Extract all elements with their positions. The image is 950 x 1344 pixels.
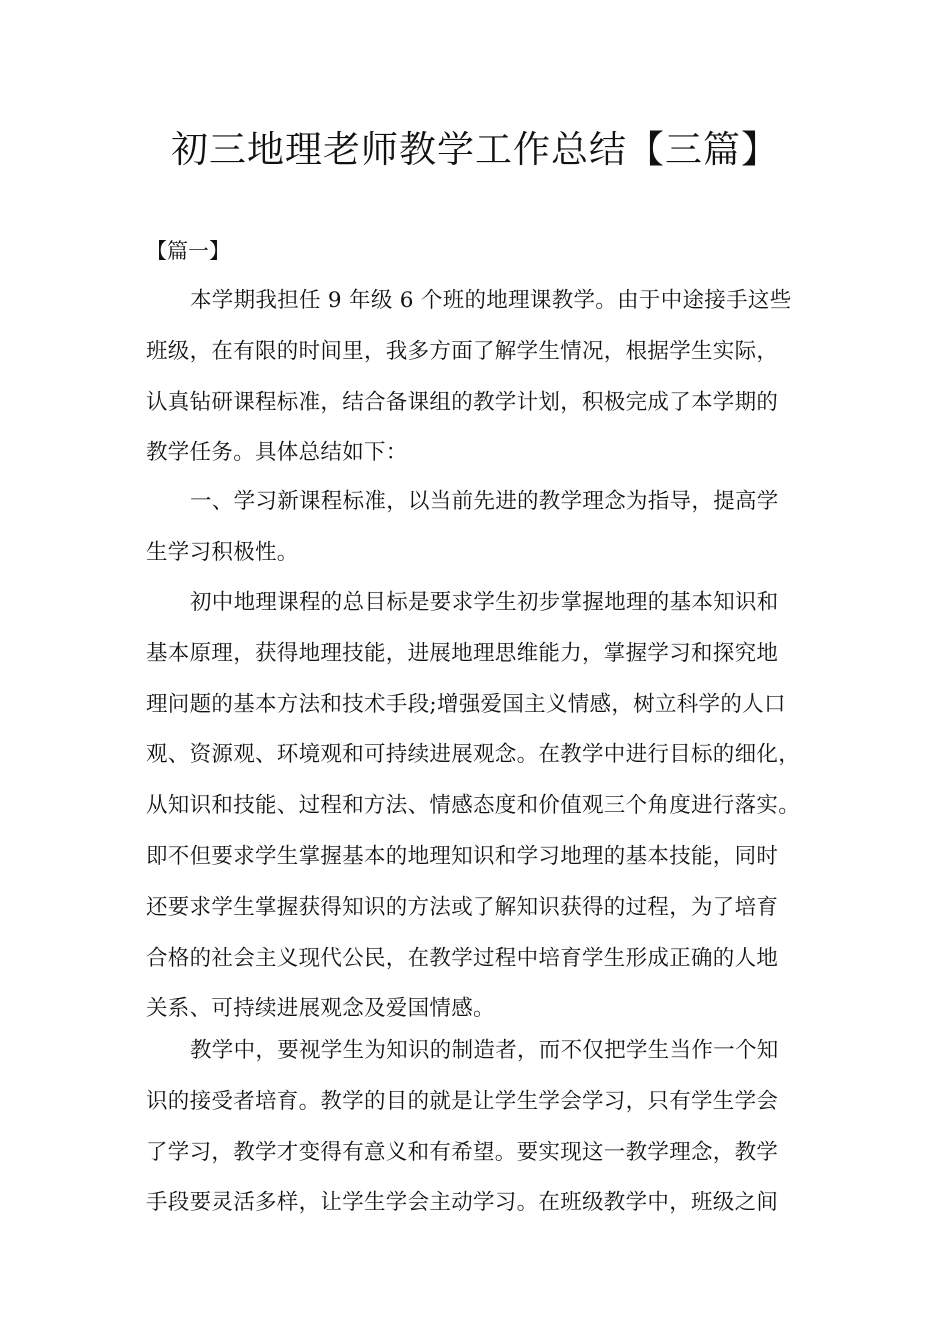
text-line: 初中地理课程的总目标是要求学生初步掌握地理的基本知识和 bbox=[190, 590, 779, 615]
text-line: 关系、可持续进展观念及爱国情感。 bbox=[146, 996, 495, 1022]
text-line: 了学习，教学才变得有意义和有希望。要实现这一教学理念，教学 bbox=[146, 1139, 779, 1165]
text-line: 识的接受者培育。教学的目的就是让学生学会学习，只有学生学会 bbox=[146, 1088, 779, 1114]
text-line: 基本原理，获得地理技能，进展地理思维能力，掌握学习和探究地 bbox=[146, 640, 779, 666]
text-line: 教学中，要视学生为知识的制造者，而不仅把学生当作一个知 bbox=[190, 1038, 779, 1063]
paragraph-4 bbox=[146, 1036, 808, 1239]
document-title: 初三地理老师教学工作总结【三篇】 bbox=[171, 128, 779, 171]
text-line: 一、学习新课程标准，以当前先进的教学理念为指导，提高学 bbox=[190, 489, 779, 514]
text-line: 班级，在有限的时间里，我多方面了解学生情况，根据学生实际， bbox=[146, 338, 779, 364]
section-label: 【篇一】 bbox=[146, 239, 230, 263]
text-line: 即不但要求学生掌握基本的地理知识和学习地理的基本技能，同时 bbox=[146, 843, 779, 869]
text-line: 合格的社会主义现代公民，在教学过程中培育学生形成正确的人地 bbox=[146, 945, 779, 971]
text-line: 教学任务。具体总结如下： bbox=[146, 440, 408, 466]
text-line: 生学习积极性。 bbox=[146, 539, 299, 565]
text-line: 本学期我担任 9 年级 6 个班的地理课教学。由于中途接手这些 bbox=[190, 288, 792, 313]
text-line: 从知识和技能、过程和方法、情感态度和价值观三个角度进行落实。 bbox=[146, 793, 801, 819]
text-line: 认真钻研课程标准，结合备课组的教学计划，积极完成了本学期的 bbox=[146, 389, 779, 415]
paragraph-3 bbox=[146, 588, 808, 1045]
text-line: 观、资源观、环境观和可持续进展观念。在教学中进行目标的细化， bbox=[146, 742, 801, 768]
paragraph-1 bbox=[146, 286, 808, 489]
text-line: 手段要灵活多样，让学生学会主动学习。在班级教学中，班级之间 bbox=[146, 1190, 779, 1216]
text-line: 还要求学生掌握获得知识的方法或了解知识获得的过程，为了培育 bbox=[146, 894, 779, 920]
paragraph-2 bbox=[146, 487, 808, 589]
text-line: 理问题的基本方法和技术手段;增强爱国主义情感，树立科学的人口 bbox=[146, 691, 786, 717]
